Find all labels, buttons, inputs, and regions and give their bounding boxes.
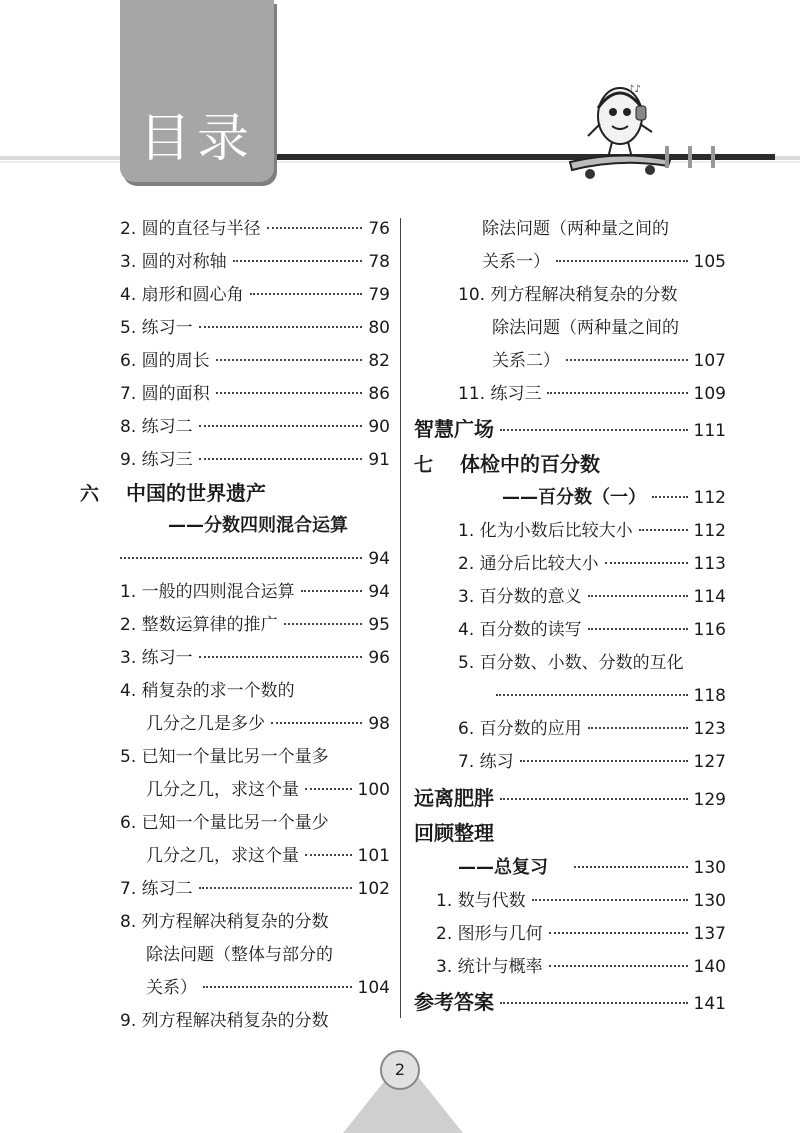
toc-entry-line[interactable]: 除法问题（两种量之间的 (482, 219, 669, 239)
toc-entry[interactable]: 3. 百分数的意义 114 (458, 587, 726, 607)
toc-chapter-heading[interactable]: 七 体检中的百分数 (414, 452, 600, 476)
toc-section-heading[interactable]: 远离肥胖 129 (414, 786, 726, 810)
mascot-skateboard-illustration (560, 78, 740, 188)
toc-entry[interactable]: 94 (120, 548, 390, 570)
page-title: 目录 (138, 109, 255, 169)
toc-entry[interactable]: 6. 百分数的应用 123 (458, 719, 726, 739)
toc-entry[interactable]: 3. 练习一 96 (120, 648, 390, 668)
toc-entry[interactable]: 4. 扇形和圆心角 79 (120, 285, 390, 305)
toc-entry[interactable]: 3. 统计与概率 140 (436, 957, 726, 977)
toc-entry[interactable]: 1. 数与代数 130 (436, 891, 726, 911)
toc-entry[interactable]: 7. 圆的面积 86 (120, 384, 390, 404)
toc-section-heading[interactable]: 智慧广场 111 (414, 417, 726, 441)
toc-entry-line[interactable]: 8. 列方程解决稍复杂的分数 (120, 912, 329, 932)
toc-entry-line[interactable]: 除法问题（两种量之间的 (492, 318, 679, 338)
toc-entry-line[interactable]: 4. 稍复杂的求一个数的 (120, 681, 295, 701)
toc-entry[interactable]: 5. 练习一 80 (120, 318, 390, 338)
toc-entry[interactable]: 3. 圆的对称轴 78 (120, 252, 390, 272)
toc-section-heading[interactable]: 回顾整理 (414, 821, 494, 845)
toc-entry[interactable]: 6. 圆的周长 82 (120, 351, 390, 371)
svg-text:♪♪: ♪♪ (628, 84, 641, 95)
toc-entry[interactable]: 关系二） 107 (492, 351, 726, 371)
toc-chapter-subtitle[interactable]: ——总复习 130 (458, 857, 726, 878)
toc-chapter-heading[interactable]: 六 中国的世界遗产 (80, 481, 266, 505)
toc-entry-line[interactable]: 除法问题（整体与部分的 (146, 945, 333, 965)
toc-chapter-subtitle[interactable]: ——百分数（一） 112 (502, 487, 726, 508)
toc-entry[interactable]: 2. 通分后比较大小 113 (458, 554, 726, 574)
toc-entry-line[interactable]: 5. 百分数、小数、分数的互化 (458, 653, 684, 673)
toc-entry[interactable]: 2. 圆的直径与半径 76 (120, 219, 390, 239)
toc-entry[interactable]: 1. 化为小数后比较大小 112 (458, 521, 726, 541)
toc-entry[interactable]: 几分之几是多少 98 (146, 714, 390, 734)
toc-chapter-subtitle: ——分数四则混合运算 (168, 515, 348, 536)
toc-entry[interactable]: 9. 练习三 91 (120, 450, 390, 470)
toc-entry[interactable]: 2. 整数运算律的推广 95 (120, 615, 390, 635)
toc-entry[interactable]: 118 (496, 685, 726, 707)
toc-entry-line[interactable]: 6. 已知一个量比另一个量少 (120, 813, 329, 833)
toc-entry-line[interactable]: 5. 已知一个量比另一个量多 (120, 747, 329, 767)
toc-entry[interactable]: 几分之几，求这个量 101 (146, 846, 390, 866)
toc-entry-line[interactable]: 9. 列方程解决稍复杂的分数 (120, 1011, 329, 1031)
page-number: 2 (380, 1050, 420, 1090)
toc-entry[interactable]: 关系一） 105 (482, 252, 726, 272)
toc-entry-line[interactable]: 10. 列方程解决稍复杂的分数 (458, 285, 678, 305)
toc-entry[interactable]: 8. 练习二 90 (120, 417, 390, 437)
toc-entry[interactable]: 4. 百分数的读写 116 (458, 620, 726, 640)
toc-entry[interactable]: 几分之几，求这个量 100 (146, 780, 390, 800)
toc-entry[interactable]: 2. 图形与几何 137 (436, 924, 726, 944)
toc-entry[interactable]: 7. 练习二 102 (120, 879, 390, 899)
toc-entry[interactable]: 7. 练习 127 (458, 752, 726, 772)
toc-entry[interactable]: 11. 练习三 109 (458, 384, 726, 404)
toc-entry[interactable]: 关系） 104 (146, 978, 390, 998)
column-divider (400, 218, 401, 1018)
toc-entry[interactable]: 1. 一般的四则混合运算 94 (120, 582, 390, 602)
toc-section-heading[interactable]: 参考答案 141 (414, 990, 726, 1014)
